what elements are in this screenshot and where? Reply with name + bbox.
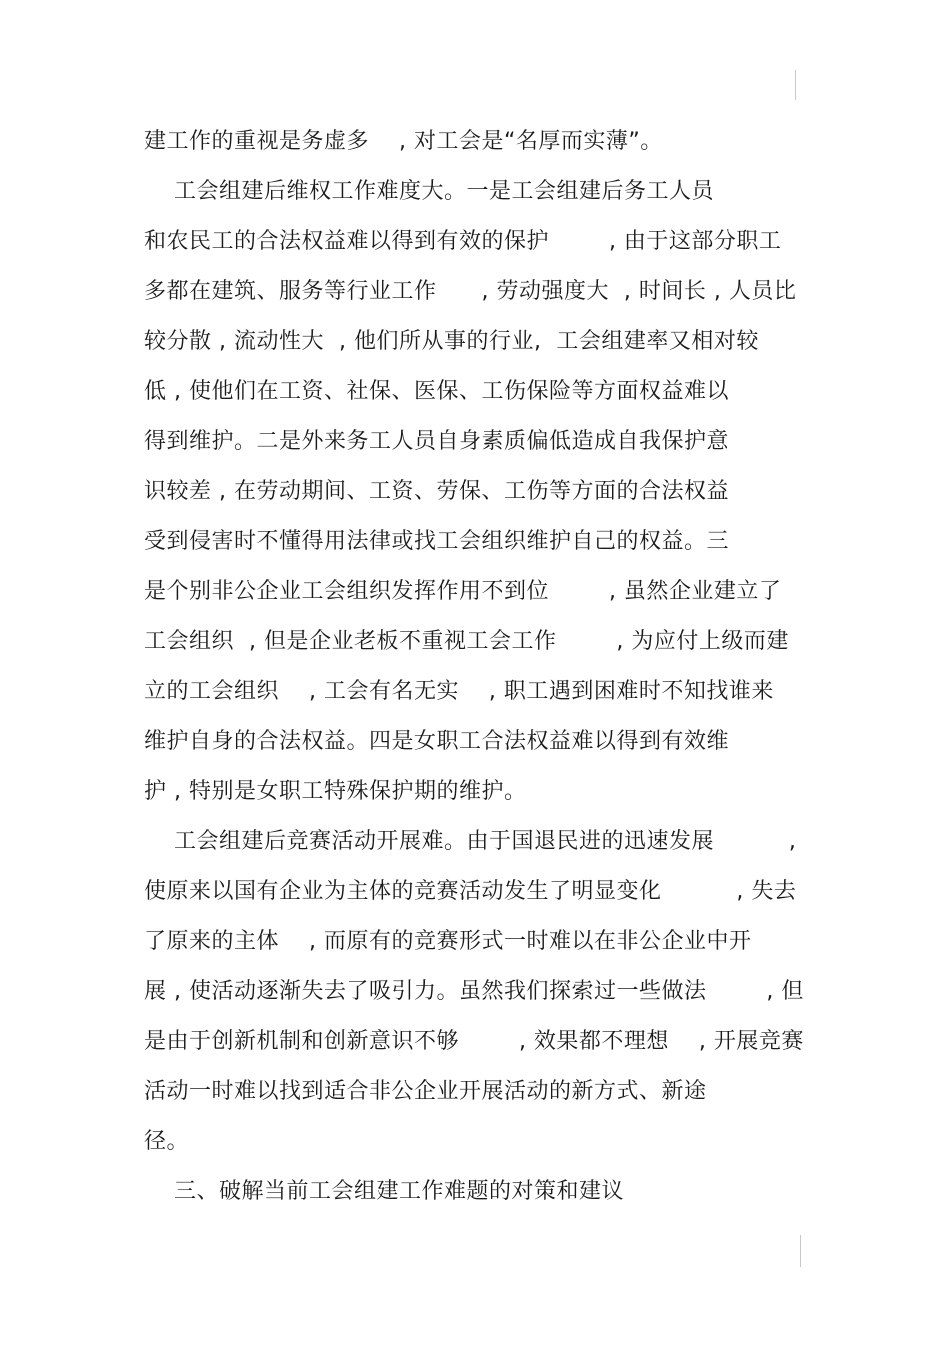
text-line: 活动一时难以找到适合非公企业开展活动的新方式、新途 [144,1079,707,1104]
text-line: 维护自身的合法权益。四是女职工合法权益难以得到有效维 [144,729,730,754]
text-line: 多都在建筑、服务等行业工作 , 劳动强度大 , 时间长 , 人员比 [144,279,797,304]
text-line: 识较差 , 在劳动期间、工资、劳保、工伤等方面的合法权益 [144,479,729,504]
text-line: 受到侵害时不懂得用法律或找工会组织维护自己的权益。三 [144,529,730,554]
text-line: 是由于创新机制和创新意识不够 , 效果都不理想 , 开展竞赛 [144,1029,804,1054]
text-line: 护 , 特别是女职工特殊保护期的维护。 [144,779,527,804]
text-line: 了原来的主体 , 而原有的竞赛形式一时难以在非公企业中开 [144,929,752,954]
text-line: 工会组建后竞赛活动开展难。由于国退民进的迅速发展 , [144,829,797,854]
text-line: 建工作的重视是务虚多 , 对工会是“名厚而实薄”。 [144,129,663,154]
text-line: 低 , 使他们在工资、社保、医保、工伤保险等方面权益难以 [144,379,729,404]
text-line: 较分散 , 流动性大 , 他们所从事的行业, 工会组建率又相对较 [144,329,759,354]
text-line: 和农民工的合法权益难以得到有效的保护 , 由于这部分职工 [144,229,782,254]
text-line: 得到维护。二是外来务工人员自身素质偏低造成自我保护意 [144,429,730,454]
page-edge-mark-top [795,70,796,100]
text-line: 立的工会组织 , 工会有名无实 , 职工遇到困难时不知找谁来 [144,679,774,704]
text-line: 工会组建后维权工作难度大。一是工会组建后务工人员 [144,179,714,204]
page-edge-mark-bottom [800,1235,801,1267]
text-line: 工会组织 , 但是企业老板不重视工会工作 , 为应付上级而建 [144,629,789,654]
text-line: 展 , 使活动逐渐失去了吸引力。虽然我们探索过一些做法 , 但 [144,979,804,1004]
section-heading: 三、破解当前工会组建工作难题的对策和建议 [144,1179,624,1204]
text-line: 使原来以国有企业为主体的竞赛活动发生了明显变化 , 失去 [144,879,797,904]
text-line: 径。 [144,1129,190,1154]
text-line: 是个别非公企业工会组织发挥作用不到位 , 虽然企业建立了 [144,579,782,604]
